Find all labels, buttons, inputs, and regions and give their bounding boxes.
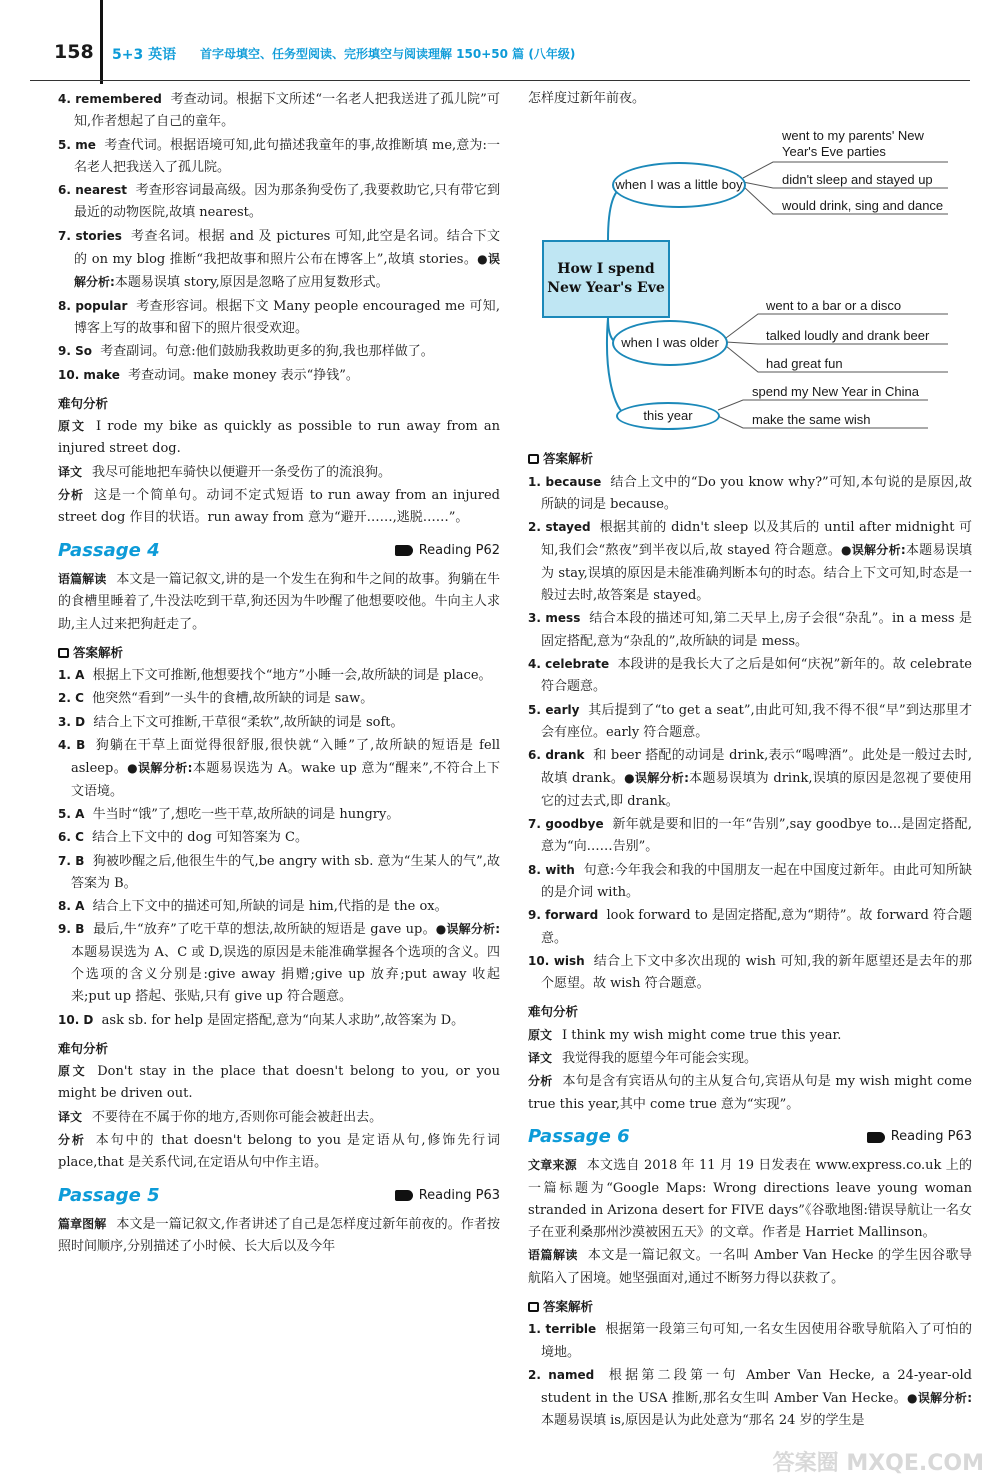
answer-list-p6 [528, 1318, 972, 1432]
answer-item: 6. C 结合上下文中的 dog 可知答案为 C。 [58, 830, 308, 846]
lock-icon [528, 1302, 539, 1312]
answer-item: 9. forward look forward to 是固定搭配,意为“期待”。故 forward 符合题意。 [528, 908, 973, 946]
reading-ref: Reading P62 [395, 540, 500, 562]
answer-item: 6. drank 和 beer 搭配的动词是 drink,表示“喝啤酒”。此处是一般过去时,故填 drank。●误解分析:本题易误填为 drink,误填的原因是忽视了要使用它的过去式,即 drank。 [528, 748, 973, 809]
mind-map-branch: this year [616, 402, 720, 430]
passage-intro: 篇章图解 本文是一篇记叙文,作者讲述了自己是怎样度过新年前夜的。作者按照时间顺序,分别描述了小时候、长大后以及今年 [58, 1216, 500, 1255]
left-column [58, 88, 500, 1259]
answer-item: 5. me 考查代词。根据语境可知,此句描述我童年的事,故推断填 me,意为:一名老人把我送入了孤儿院。 [58, 137, 501, 175]
answer-item: 4. celebrate 本段讲的是我长大了之后是如何“庆祝”新年的。故 celebrate 符合题意。 [528, 656, 972, 695]
lock-icon [528, 454, 539, 464]
answer-item: 1. A 根据上下文可推断,他想要找个“地方”小睡一会,故所缺的词是 place。 [58, 668, 492, 684]
hard-sentence-block: 难句分析 原文 Don't stay in the place that doesn't belong to you, or you might be driven out. 译文 不要待在不属于你的地方,否则你可能会被赶出去。 分析 本句中的 that doesn't belong to you 是定语从句,修饰先行词 place,that 是关系代词,在定语从句中作主语。 [58, 1040, 500, 1171]
passage-intro: 语篇解读 本文是一篇记叙文,讲的是一个发生在狗和牛之间的故事。狗躺在牛的食槽里睡着了,牛没法吃到干草,狗还因为牛吵醒了他想要咬他。牛向主人求助,主人过来把狗赶走了。 [58, 571, 500, 632]
mind-map-branch: when I was a little boy [612, 162, 746, 208]
brand-logo: 5+3 英语 [112, 47, 177, 63]
mind-map-leaf: spend my New Year in China [752, 384, 919, 400]
passage-4-heading [58, 540, 500, 562]
pointing-hand-icon [867, 1132, 885, 1143]
answer-title: 答案解析 [58, 642, 500, 664]
article-source: 文章来源 本文选自 2018 年 11 月 19 日发表在 www.express.co.uk 上的一篇标题为“Google Maps: Wrong directions leave young woman stranded in Arizona desert for FIVE days”《谷歌地图:错误导航让一名女子在亚利桑那州沙漠被困五天》的文章。作者是 Harriet Mallinson。 [528, 1158, 972, 1241]
passage-intro: 语篇解读 本文是一篇记叙文。一名叫 Amber Van Hecke 的学生因谷歌导航陷入了困境。她坚强面对,通过不断努力得以获救了。 [528, 1248, 972, 1286]
mind-map-leaf: talked loudly and drank beer [766, 328, 930, 344]
answer-item: 2. named 根据第二段第一句 Amber Van Hecke, a 24-year-old student in the USA 推断,那名女生叫 Amber Van Hecke。●误解分析:本题易误填 is,原因是认为此处意为“那名 24 岁的学生是 [528, 1367, 973, 1429]
answer-item: 3. mess 结合本段的描述可知,第二天早上,房子会很“杂乱”。in a mess 是固定搭配,意为“杂乱的”,故所缺的词是 mess。 [528, 611, 972, 649]
mind-map-leaf: had great fun [766, 356, 843, 372]
lock-icon [58, 648, 69, 658]
answer-item: 2. stayed 根据其前的 didn't sleep 以及其后的 until after midnight 可知,我们会“熬夜”到半夜以后,故 stayed 符合题意。●误解分析:本题易误填为 stay,误填的原因是未能准确判断本句的时态。结合上下文可知,时态是一般过去时,故答案是 stayed。 [528, 520, 972, 604]
answer-title: 答案解析 [528, 1296, 972, 1318]
reading-ref: Reading P63 [395, 1185, 500, 1207]
reading-ref: Reading P63 [867, 1126, 972, 1148]
answer-item: 5. early 其后提到了“to get a seat”,由此可知,我不得不很“早”到达那里才会有座位。early 符合题意。 [528, 702, 972, 740]
book-subtitle: 首字母填空、任务型阅读、完形填空与阅读理解 150+50 篇 (八年级) [200, 47, 576, 61]
mind-map-leaf: went to a bar or a disco [766, 298, 902, 314]
answer-item: 1. terrible 根据第一段第三句可知,一名女生因使用谷歌导航陷入了可怕的境地。 [528, 1322, 972, 1360]
passage-5-heading [58, 1185, 500, 1207]
hard-sentence-block: 难句分析 原文 I think my wish might come true this year. 译文 我觉得我的愿望今年可能会实现。 分析 本句是含有宾语从句的主从复合句,宾语从句是 my wish might come true this year,其中 come true 意为“实现”。 [528, 1004, 972, 1112]
passage-title: Passage 6 [528, 1125, 630, 1147]
error-analysis-label: ●误解分析: [74, 252, 500, 290]
mind-map-leaf: make the same wish [752, 412, 871, 428]
right-column [528, 88, 972, 1433]
passage-6-heading [528, 1126, 972, 1148]
answer-item: 1. because 结合上文中的“Do you know why?”可知,本句说的是原因,故所缺的词是 because。 [528, 474, 973, 512]
answer-item: 8. popular 考查形容词。根据下文 Many people encouraged me 可知,博客上写的故事和留下的照片很受欢迎。 [58, 298, 500, 336]
page-number: 158 [54, 41, 94, 63]
answer-list-p3 [58, 88, 500, 387]
header-rule [100, 0, 103, 84]
header-divider [30, 80, 970, 81]
pointing-hand-icon [395, 1190, 413, 1201]
answer-item: 2. C 他突然“看到”一头牛的食槽,故所缺的词是 saw。 [58, 691, 374, 707]
answer-item: 3. D 结合上下文可推断,干草很“柔软”,故所缺的词是 soft。 [58, 714, 404, 730]
answer-item: 7. goodbye 新年就是要和旧的一年“告别”,say goodbye to...是固定搭配,意为“向……告别”。 [528, 817, 973, 855]
answer-item: 9. So 考查副词。句意:他们鼓励我救助更多的狗,我也那样做了。 [58, 344, 434, 360]
answer-item: 7. stories 考查名词。根据 and 及 pictures 可知,此空是名词。结合下文的 on my blog 推断“我把故事和照片公布在博客上”,故填 stories。●误解分析:本题易误填 story,原因是忽略了应用复数形式。 [58, 228, 500, 291]
answer-item: 5. A 牛当时“饿”了,想吃一些干草,故所缺的词是 hungry。 [58, 806, 400, 822]
passage-title: Passage 4 [58, 539, 160, 561]
answer-item: 10. D ask sb. for help 是固定搭配,意为“向某人求助”,故答案为 D。 [58, 1012, 465, 1028]
answer-item: 8. with 句意:今年我会和我的中国朋友一起在中国度过新年。由此可知所缺的是介词 with。 [528, 862, 972, 900]
answer-item: 10. make 考查动词。make money 表示“挣钱”。 [58, 367, 359, 383]
answer-item: 8. A 结合上下文中的描述可知,所缺的词是 him,代指的是 the ox。 [58, 899, 448, 915]
hard-sentence-title: 难句分析 [58, 395, 109, 411]
mind-map [528, 112, 972, 442]
mind-map-leaf: would drink, sing and dance [782, 198, 944, 214]
mind-map-center: How I spend New Year's Eve [542, 240, 670, 318]
answer-item: 4. B 狗躺在干草上面觉得很舒服,很快就“入睡”了,故所缺的短语是 fell asleep。●误解分析:本题易误选为 A。wake up 意为“醒来”,不符合上下文语境。 [58, 738, 501, 799]
mind-map-branch: when I was older [612, 320, 728, 366]
hard-sentence-block: 难句分析 原文 I rode my bike as quickly as possible to run away from an injured street dog. 译文 我尽可能地把车骑快以便避开一条受伤了的流浪狗。 分析 这是一个简单句。动词不定式短语 to run away from an injured street dog 作目的状语。run away from 意为“避开……,逃脱……”。 [58, 393, 500, 530]
watermark: 答案圈 MXQE.COM [772, 1451, 984, 1476]
mind-map-leaf: didn't sleep and stayed up [782, 172, 933, 188]
answer-item: 6. nearest 考查形容词最高级。因为那条狗受伤了,我要救助它,只有带它到最近的动物医院,故填 nearest。 [58, 183, 500, 221]
pointing-hand-icon [395, 545, 413, 556]
answer-item: 7. B 狗被吵醒之后,他很生牛的气,be angry with sb. 意为“生某人的气”,故答案为 B。 [58, 853, 501, 891]
answer-item: 9. B 最后,牛“放弃”了吃干草的想法,故所缺的短语是 gave up。●误解分析:本题易误选为 A、C 或 D,误选的原因是未能准确掌握各个选项的含义。四个选项的含义分别是:give away 捐赠;give up 放弃;put away 收起来;put up 搭起、张贴,只有 give up 符合题意。 [58, 922, 500, 1005]
answer-list-p5 [528, 471, 972, 996]
answer-item: 10. wish 结合上下文中多次出现的 wish 可知,我的新年愿望还是去年的那个愿望。故 wish 符合题意。 [528, 953, 972, 992]
page-header [0, 0, 1000, 86]
passage-intro-continued: 怎样度过新年前夜。 [528, 91, 646, 106]
answer-item: 4. remembered 考查动词。根据下文所述“一名老人把我送进了孤儿院”可知,作者想起了自己的童年。 [58, 92, 501, 130]
passage-title: Passage 5 [58, 1184, 160, 1206]
mind-map-leaf: went to my parents' New Year's Eve parties [782, 128, 924, 160]
answer-title: 答案解析 [528, 448, 972, 470]
answer-list-p4 [58, 664, 500, 1032]
